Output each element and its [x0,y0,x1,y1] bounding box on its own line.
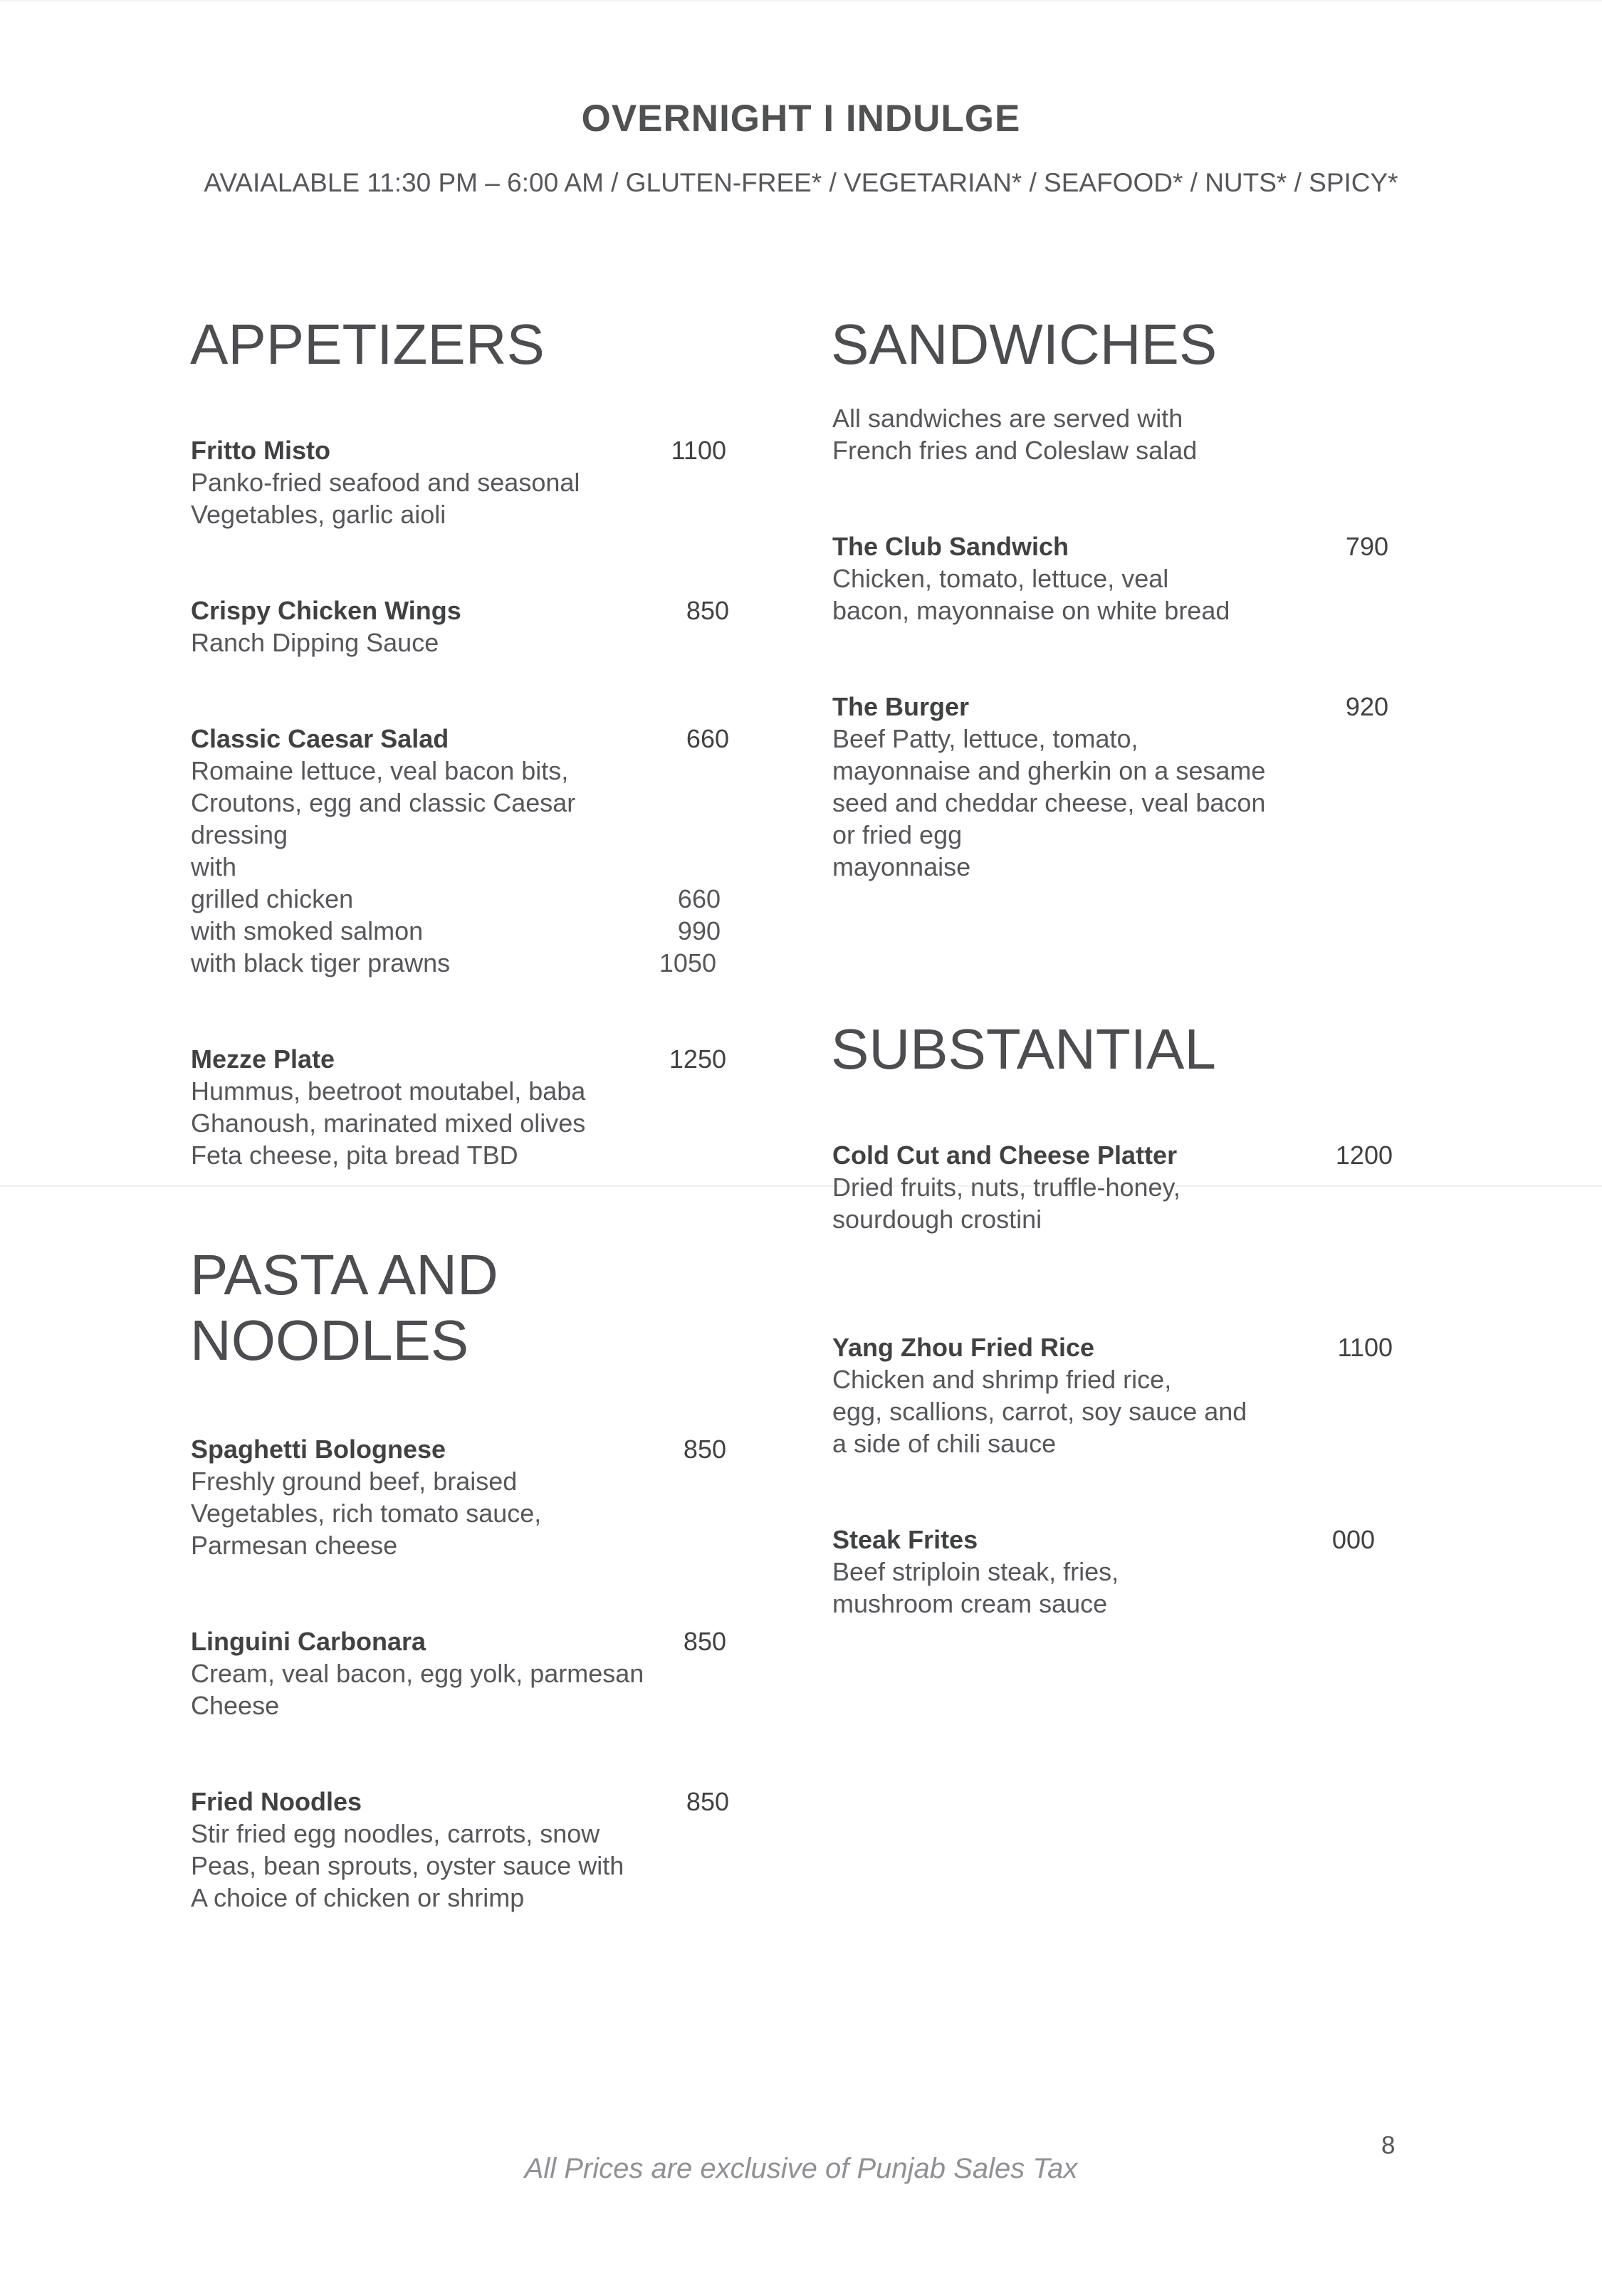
item-name: Classic Caesar Salad [191,724,449,753]
item-description: or fried egg [832,820,963,849]
item-description: Ghanoush, marinated mixed olives [191,1108,586,1138]
item-name: Yang Zhou Fried Rice [832,1333,1095,1362]
page-number: 8 [1381,2132,1396,2159]
sandwiches-intro: French fries and Coleslaw salad [832,436,1198,465]
item-description: mayonnaise and gherkin on a sesame [832,756,1266,785]
item-description: Parmesan cheese [191,1531,398,1560]
item-description: Freshly ground beef, braised [191,1467,518,1496]
item-description: Peas, bean sprouts, oyster sauce with [191,1851,624,1880]
item-description: dressing [191,820,288,849]
option-price: 1050 [659,948,716,977]
tax-note: All Prices are exclusive of Punjab Sales Tax [524,2153,1078,2184]
item-description: mushroom cream sauce [832,1589,1108,1618]
item-description: Vegetables, garlic aioli [191,500,446,529]
item-price: 850 [683,1627,726,1656]
item-description: Croutons, egg and classic Caesar [191,788,576,817]
item-price: 1100 [1337,1333,1393,1362]
item-name: Steak Frites [832,1525,978,1554]
item-description: mayonnaise [832,852,971,881]
item-description: Chicken and shrimp fried rice, [832,1365,1172,1394]
pasta-heading-line1: PASTA AND [190,1243,498,1306]
item-description: egg, scallions, carrot, soy sauce and [832,1397,1247,1426]
item-description: Stir fried egg noodles, carrots, snow [191,1819,600,1848]
item-description: Chicken, tomato, lettuce, veal [832,564,1169,593]
item-price: 660 [686,724,729,753]
appetizers-heading: APPETIZERS [190,313,545,376]
item-name: Mezze Plate [191,1044,335,1074]
item-description: Beef striploin steak, fries, [832,1557,1119,1586]
item-description: Beef Patty, lettuce, tomato, [832,724,1138,753]
item-description: Vegetables, rich tomato sauce, [191,1499,542,1528]
item-name: The Club Sandwich [832,532,1069,561]
item-name: Spaghetti Bolognese [191,1435,446,1464]
pasta-heading-line2: NOODLES [190,1309,469,1372]
item-description: with [191,852,237,881]
item-description: A choice of chicken or shrimp [191,1883,525,1912]
sandwiches-intro: All sandwiches are served with [832,404,1183,433]
item-price: 850 [683,1435,726,1464]
item-description: Feta cheese, pita bread TBD [191,1141,518,1170]
item-price: 790 [1345,532,1388,561]
item-price: 000 [1331,1525,1375,1554]
item-description: sourdough crostini [832,1205,1042,1234]
item-name: Fried Noodles [191,1787,362,1816]
sandwiches-heading: SANDWICHES [831,313,1218,376]
item-price: 1200 [1335,1141,1393,1170]
item-name: The Burger [832,692,970,721]
item-description: Panko-fried seafood and seasonal [191,468,580,497]
item-name: Cold Cut and Cheese Platter [832,1141,1178,1170]
option-label: grilled chicken [191,884,354,913]
option-label: with smoked salmon [191,916,424,945]
item-description: Dried fruits, nuts, truffle-honey, [832,1173,1180,1202]
item-description: Hummus, beetroot moutabel, baba [191,1076,586,1106]
item-description: a side of chili sauce [832,1429,1057,1458]
item-name: Fritto Misto [191,436,330,465]
item-name: Linguini Carbonara [191,1627,426,1656]
top-divider [0,0,1602,1]
item-price: 850 [686,1787,729,1816]
substantial-heading: SUBSTANTIAL [831,1017,1216,1081]
item-price: 1100 [671,436,726,465]
item-description: Romaine lettuce, veal bacon bits, [191,756,569,785]
item-description: bacon, mayonnaise on white bread [832,596,1230,625]
item-price: 1250 [669,1044,726,1074]
item-description: Cheese [191,1691,280,1720]
item-description: seed and cheddar cheese, veal bacon [832,788,1266,817]
option-price: 990 [677,916,721,945]
item-price: 920 [1345,692,1388,721]
option-label: with black tiger prawns [191,948,451,977]
availability-line: AVAIALABLE 11:30 PM – 6:00 AM / GLUTEN-FREE* / VEGETARIAN* / SEAFOOD* / NUTS* / SPICY* [204,168,1398,197]
item-description: Cream, veal bacon, egg yolk, parmesan [191,1659,644,1688]
item-name: Crispy Chicken Wings [191,596,461,625]
middle-divider [0,1185,1602,1187]
option-price: 660 [677,884,721,913]
item-price: 850 [686,596,729,625]
menu-title: OVERNIGHT I INDULGE [581,98,1021,140]
item-description: Ranch Dipping Sauce [191,628,439,657]
